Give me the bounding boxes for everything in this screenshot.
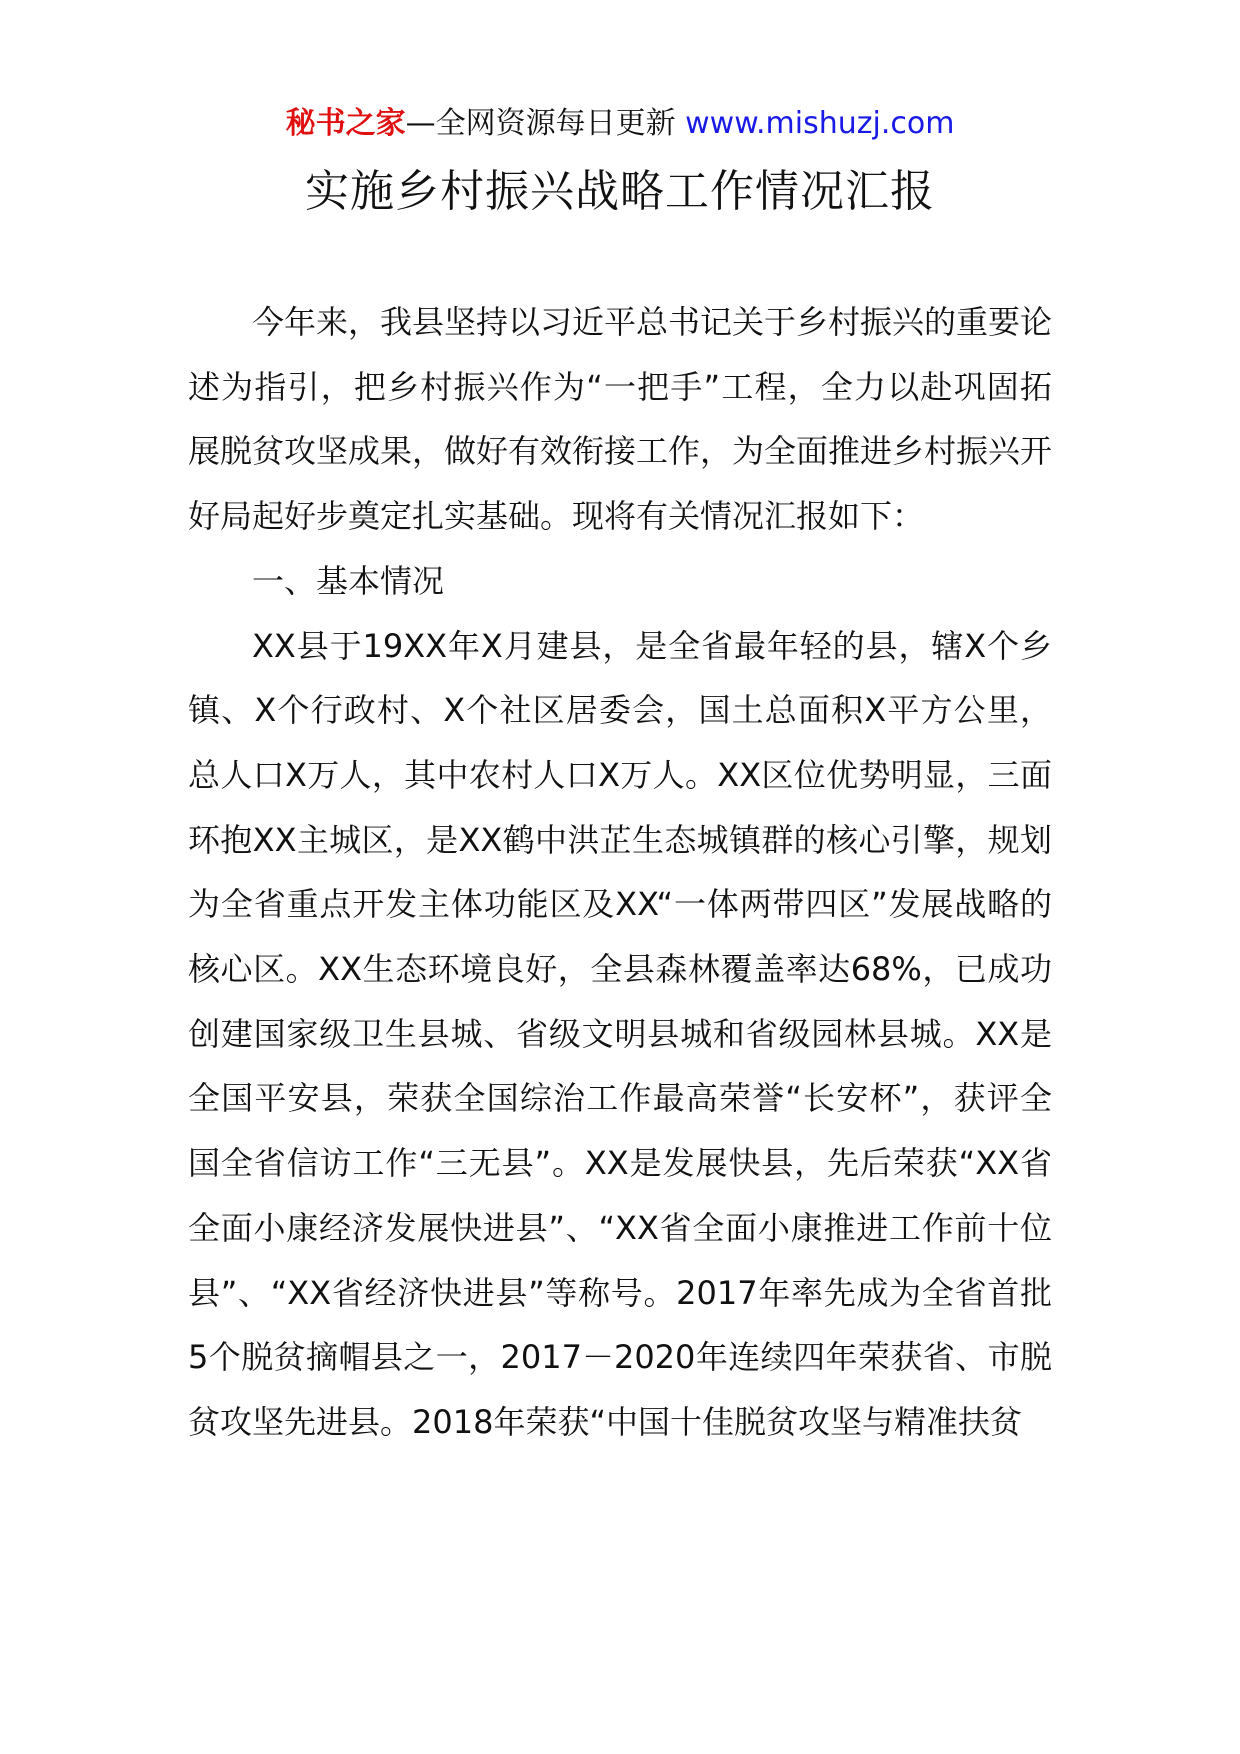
intro-paragraph: 今年来，我县坚持以习近平总书记关于乡村振兴的重要论述为指引，把乡村振兴作为“一把手”工程，全力以赴巩固拓展脱贫攻坚成果，做好有效衔接工作，为全面推进乡村振兴开好局起好步奠定扎实基础。现将有关情况汇报如下：: [188, 303, 1053, 536]
body-paragraph: XX县于19XX年X月建县，是全省最年轻的县，辖X个乡镇、X个行政村、X个社区居委会，国土总面积X平方公里，总人口X万人，其中农村人口X万人。XX区位优势明显，三面环抱XX主城区，是XX鹤中洪芷生态城镇群的核心引擎，规划为全省重点开发主体功能区及XX“一体两带四区”发展战略的核心区。XX生态环境良好，全县森林覆盖率达68%，已成功创建国家级卫生县城、省级文明县城和省级园林县城。XX是全国平安县，荣获全国综治工作最高荣誉“长安杯”，获评全国全省信访工作“三无县”。XX是发展快县，先后荣获“XX省全面小康经济发展快进县”、“XX省全面小康推进工作前十位县”、“XX省经济快进县”等称号。2017年率先成为全省首批5个脱贫摘帽县之一，2017－2020年连续四年荣获省、市脱贫攻坚先进县。2018年荣获“中国十佳脱贫攻坚与精准扶贫: [188, 626, 1052, 1441]
site-brand: 秘书之家: [285, 106, 406, 141]
site-header: [0, 104, 1240, 144]
document-body: [188, 290, 1052, 1455]
section-heading: 一、基本情况: [252, 561, 445, 600]
site-tagline: —全网资源每日更新: [405, 106, 676, 141]
document-title: 实施乡村振兴战略工作情况汇报: [305, 166, 935, 217]
site-url-link[interactable]: www.mishuzj.com: [685, 106, 955, 141]
